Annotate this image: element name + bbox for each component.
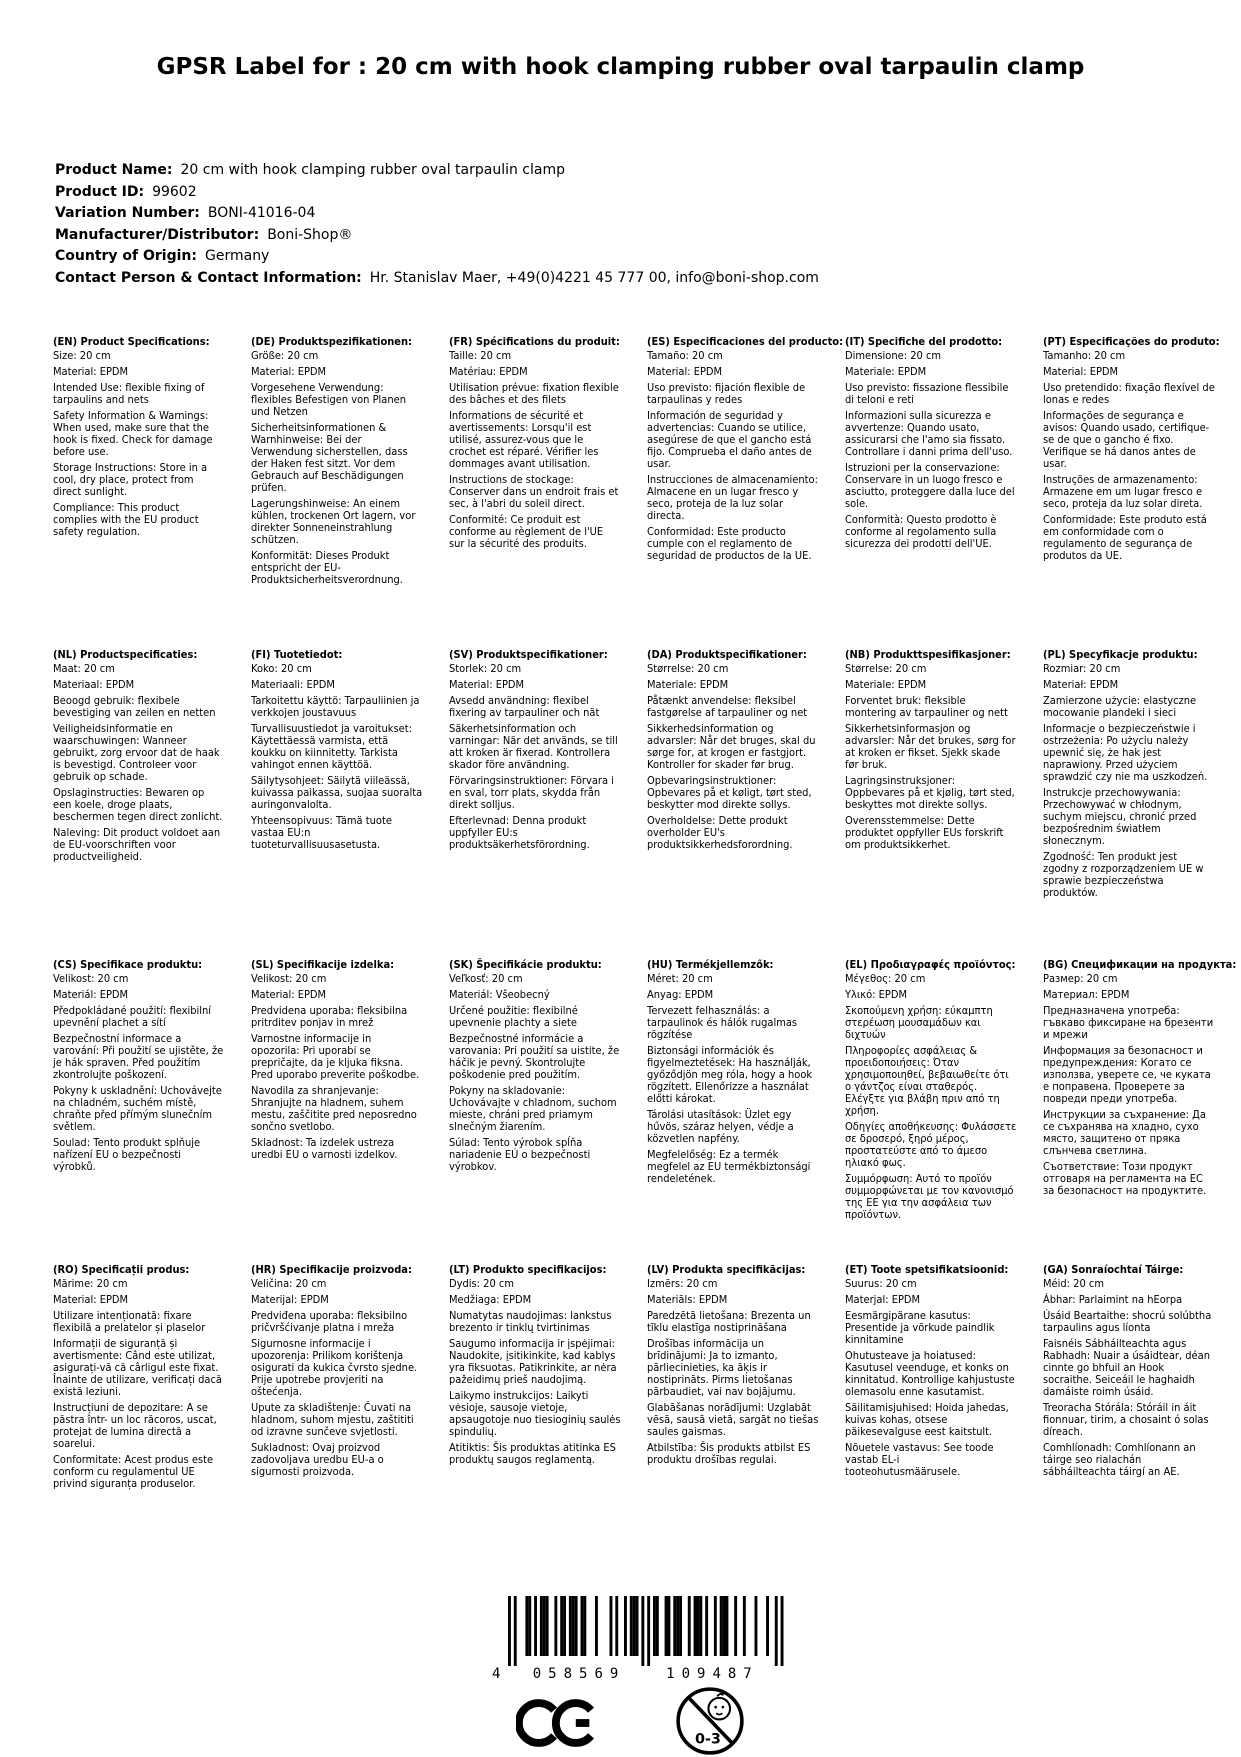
block-paragraph: Påtænkt anvendelse: fleksibel fastgørelse af tarpauliner og net [647, 694, 808, 719]
block-paragraph: Velikost: 20 cm [53, 972, 129, 985]
barcode-bar [656, 1596, 659, 1656]
block-paragraph: Laikymo instrukcijos: Laikyti vėsioje, sausoje vietoje, apsaugotoje nuo tiesioginių saulės spindulių. [449, 1389, 621, 1438]
barcode-bar [653, 1596, 656, 1656]
block-paragraph: Atbilstība: Šis produkts atbilst ES produktu drošības regulai. [647, 1441, 811, 1466]
block-paragraph: Materiāls: EPDM [647, 1293, 728, 1306]
block-paragraph: Instructions de stockage: Conserver dans un endroit frais et sec, à l'abri du soleil direct. [449, 473, 619, 510]
block-heading: (NB) Produkttspesifikasjoner: [845, 648, 1011, 661]
product-info-row [55, 246, 819, 268]
barcode-lead-digit: 4 [492, 1666, 501, 1682]
block-paragraph: Konformität: Dieses Produkt entspricht der EU-Produktsicherheitsverordnung. [251, 549, 403, 586]
product-info-row [55, 203, 819, 225]
block-paragraph: Materjal: EPDM [845, 1293, 921, 1306]
barcode-bar [630, 1596, 633, 1656]
block-paragraph: Mărime: 20 cm [53, 1277, 128, 1290]
barcode-bar [540, 1596, 543, 1656]
block-heading: (DE) Produktspezifikationen: [251, 335, 413, 348]
language-block-pt [1043, 335, 1220, 649]
block-paragraph: Conformitate: Acest produs este conform cu regulamentul UE privind siguranța produselor. [53, 1453, 214, 1490]
language-block-sl [251, 959, 423, 1264]
block-paragraph: Veličina: 20 cm [251, 1277, 327, 1290]
block-paragraph: Eesmärgipärane kasutus: Presentide ja võrkude paindlik kinnitamine [845, 1309, 995, 1346]
block-heading: (PL) Specyfikacje produktu: [1043, 648, 1198, 661]
barcode-right-digits: 109487 [666, 1666, 759, 1682]
block-heading: (HR) Specifikacije proizvoda: [251, 1263, 412, 1276]
barcode-bar [514, 1596, 517, 1666]
block-paragraph: Turvallisuustiedot ja varoitukset: Käytettäessä varmista, että koukku on kiinnitetty. Tarkista vahingot ennen käyttöä. [251, 722, 412, 771]
barcode-bar [572, 1596, 575, 1656]
block-paragraph: Materiál: Všeobecný [449, 988, 550, 1001]
block-paragraph: Dydis: 20 cm [449, 1277, 514, 1290]
barcode-bar [575, 1596, 578, 1656]
block-paragraph: Treoracha Stórála: Stóráil in áit fionnuar, tirim, a chosaint ó solas díreach. [1043, 1401, 1209, 1438]
block-heading: (BG) Спецификации на продукта: [1043, 958, 1237, 971]
block-heading: (RO) Specificații produs: [53, 1263, 190, 1276]
ce-mark-icon [516, 1694, 600, 1752]
block-paragraph: Safety Information & Warnings: When used, make sure that the hook is fixed. Check for damage before use. [53, 409, 213, 458]
block-paragraph: Sukladnost: Ovaj proizvod zadovoljava uredbu EU-a o sigurnosti proizvoda. [251, 1441, 384, 1478]
product-info-row [55, 225, 819, 247]
block-paragraph: Paredzētā lietošana: Brezenta un tīklu elastīga nostiprināšana [647, 1309, 811, 1334]
barcode-left-digits: 058569 [532, 1666, 626, 1682]
block-paragraph: Yhteensopivuus: Tämä tuote vastaa EU:n tuoteturvallisuusasetusta. [251, 814, 392, 851]
field-label: Variation Number: [55, 205, 200, 221]
block-paragraph: Istruzioni per la conservazione: Conservare in un luogo fresco e asciutto, proteggere dalla luce del sole. [845, 461, 1015, 510]
block-paragraph: Ábhar: Parlaimint na hEorpa [1043, 1293, 1183, 1306]
block-paragraph: Инструкции за съхранение: Да се съхранява на хладно, сухо място, защитено от пряка слънчева светлина. [1043, 1108, 1206, 1157]
block-paragraph: Информация за безопасност и предупреждения: Когато се използва, уверете се, че куката е поправена. Проверете за повреди преди употреба. [1043, 1044, 1211, 1105]
field-value: Hr. Stanislav Maer, +49(0)4221 45 777 00, info@boni-shop.com [369, 269, 819, 286]
block-paragraph: Storage Instructions: Store in a cool, dry place, protect from direct sunlight. [53, 461, 208, 498]
block-paragraph: Conformità: Questo prodotto è conforme al regolamento sulla sicurezza dei prodotti dell'UE. [845, 513, 997, 550]
block-paragraph: Materiale: EPDM [845, 365, 927, 378]
block-paragraph: Zamierzone użycie: elastyczne mocowanie plandeki i sieci [1043, 694, 1197, 719]
block-paragraph: Súlad: Tento výrobok spĺňa nariadenie EÚ o bezpečnosti výrobkov. [449, 1136, 591, 1173]
block-paragraph: Suurus: 20 cm [845, 1277, 917, 1290]
barcode-bar [720, 1596, 723, 1656]
block-paragraph: Uso previsto: fissazione flessibile di teloni e reti [845, 381, 1009, 406]
block-heading: (SK) Špecifikácie produktu: [449, 958, 602, 971]
barcode-bar [525, 1596, 528, 1656]
language-block-et [845, 1264, 1017, 1494]
block-heading: (LT) Produkto specifikacijos: [449, 1263, 607, 1276]
block-paragraph: Rozmiar: 20 cm [1043, 662, 1121, 675]
language-block-de [251, 336, 423, 649]
field-value: Boni-Shop® [267, 226, 353, 243]
baby-hair-curl [717, 1694, 723, 1696]
block-paragraph: Úsáid Beartaithe: shocrú solúbtha tarpaulins agus líonta [1043, 1309, 1212, 1334]
block-paragraph: Informações de segurança e avisos: Quando usado, certifique-se de que o gancho é fixo. Verifique se há danos antes de usar. [1043, 409, 1210, 470]
barcode-bar [583, 1596, 586, 1656]
block-paragraph: Velikost: 20 cm [251, 972, 327, 985]
block-heading: (ES) Especificaciones del producto: [647, 335, 844, 348]
language-block-lv [647, 1264, 819, 1494]
language-block-ro [53, 1264, 225, 1494]
block-paragraph: Megfelelőség: Ez a termék megfelel az EU termékbiztonsági rendeletének. [647, 1148, 811, 1185]
barcode-bar [581, 1596, 584, 1656]
block-paragraph: Medžiaga: EPDM [449, 1293, 532, 1306]
block-heading: (ET) Toote spetsifikatsioonid: [845, 1263, 1009, 1276]
block-paragraph: Beoogd gebruik: flexibele bevestiging van zeilen en netten [53, 694, 216, 719]
block-paragraph: Overholdelse: Dette produkt overholder EU's produktsikkerhedsforordning. [647, 814, 793, 851]
block-paragraph: Información de seguridad y advertencias: Cuando se utilice, asegúrese de que el gancho está fijo. Comprueba el daño antes de usar. [647, 409, 812, 470]
block-heading: (IT) Specifiche del prodotto: [845, 335, 1003, 348]
block-paragraph: Sicherheitsinformationen & Warnhinweise: Bei der Verwendung sicherstellen, dass der Haken fest sitzt. Vor dem Gebrauch auf Beschädigungen prüfen. [251, 421, 408, 494]
block-paragraph: Naleving: Dit product voldoet aan de EU-voorschriften voor productveiligheid. [53, 826, 221, 863]
block-paragraph: Съответствие: Този продукт отговаря на регламента на ЕС за безопасност на продуктите. [1043, 1160, 1207, 1197]
barcode-bar [546, 1596, 549, 1656]
block-paragraph: Maat: 20 cm [53, 662, 115, 675]
block-paragraph: Navodila za shranjevanje: Shranjujte na hladnem, suhem mestu, zaščitite pred neposredno sončno svetlobo. [251, 1084, 417, 1133]
block-paragraph: Glabāšanas norādījumi: Uzglabāt vēsā, sausā vietā, sargāt no tiešas saules gaismas. [647, 1401, 819, 1438]
block-heading: (FR) Spécifications du produit: [449, 335, 620, 348]
block-paragraph: Faisnéis Sábháilteachta agus Rabhadh: Nuair a úsáidtear, déan cinnte go bhfuil an Hook socraithe. Seiceáil le haghaidh damáiste roimh úsáid. [1043, 1337, 1210, 1398]
block-paragraph: Atitiktis: Šis produktas atitinka ES produktų saugos reglamentą. [449, 1441, 616, 1466]
block-paragraph: Informations de sécurité et avertissements: Lorsqu'il est utilisé, assurez-vous que le crochet est réparé. Vérifier les dommages avant utilisation. [449, 409, 599, 470]
block-paragraph: Forventet bruk: fleksible montering av tarpauliner og nett [845, 694, 1008, 719]
block-paragraph: Taille: 20 cm [449, 349, 512, 362]
block-paragraph: Comhlíonadh: Comhlíonann an táirge seo rialachán sábháilteachta táirgí an AE. [1043, 1441, 1196, 1478]
page-title: GPSR Label for : 20 cm with hook clamping rubber oval tarpaulin clamp [156, 54, 1085, 80]
block-paragraph: Lagringsinstruksjoner: Oppbevares på et kjølig, tørt sted, beskyttes mot direkte sollys. [845, 774, 1015, 811]
block-paragraph: Efterlevnad: Denna produkt uppfyller EU:s produktsäkerhetsförordning. [449, 814, 590, 851]
block-paragraph: Instruções de armazenamento: Armazene em um lugar fresco e seco, proteja da luz solar direta. [1043, 473, 1203, 510]
field-value: BONI-41016-04 [207, 205, 316, 221]
barcode-bar [775, 1596, 778, 1666]
barcode-bar [665, 1596, 668, 1656]
barcode-bar [743, 1596, 746, 1656]
barcode-bar [508, 1596, 511, 1666]
field-value: 99602 [152, 183, 197, 200]
language-block-fi [251, 649, 423, 959]
block-paragraph: Υλικό: EPDM [845, 988, 908, 1001]
block-paragraph: Uso previsto: fijación flexible de tarpaulinas y redes [647, 381, 806, 406]
language-block-lt [449, 1264, 621, 1494]
barcode-bar [723, 1596, 726, 1656]
block-paragraph: Material: EPDM [449, 678, 525, 691]
barcode-bar [633, 1596, 636, 1656]
block-paragraph: Conformidad: Este producto cumple con el reglamento de seguridad de productos de la UE. [647, 525, 812, 562]
age-warning-label: 0-3 [694, 1731, 721, 1748]
language-block-el [845, 959, 1017, 1264]
barcode-bar [726, 1596, 729, 1656]
block-paragraph: Pokyny na skladovanie: Uchovávajte v chladnom, suchom mieste, chráni pred priamym slnečným žiarením. [449, 1084, 617, 1133]
barcode-bar [694, 1596, 697, 1656]
barcode-bar [676, 1596, 679, 1656]
age-warning-0-3-icon [674, 1685, 746, 1757]
barcode-bar [668, 1596, 671, 1656]
barcode-bar [766, 1596, 769, 1656]
block-paragraph: Materiaal: EPDM [53, 678, 135, 691]
block-paragraph: Informazioni sulla sicurezza e avvertenze: Quando usato, assicurarsi che l'amo sia fissato. Controllare i danni prima dell'uso. [845, 409, 1013, 458]
block-paragraph: Säilytysohjeet: Säilytä viileässä, kuivassa paikassa, suojaa suoralta auringonvalolta. [251, 774, 423, 811]
field-label: Product ID: [55, 183, 145, 200]
block-paragraph: Numatytas naudojimas: lankstus brezento ir tinklų tvirtinimas [449, 1309, 612, 1334]
barcode-bar [610, 1596, 613, 1656]
product-info-row [55, 182, 819, 204]
block-paragraph: Utilizare intenționată: fixare flexibilă a prelatelor și plaselor [53, 1309, 206, 1334]
barcode-bar [679, 1596, 682, 1656]
language-block-en [53, 336, 225, 649]
block-paragraph: Opslaginstructies: Bewaren op een koele, droge plaats, beschermen tegen direct zonlicht. [53, 786, 223, 823]
block-paragraph: Varnostne informacije in opozorila: Pri uporabi se prepričajte, da je kljuka fiksna. Pred uporabo preverite poškodbe. [251, 1032, 420, 1081]
block-paragraph: Förvaringsinstruktioner: Förvara i en sval, torr plats, skydda från direkt solljus. [449, 774, 614, 811]
block-paragraph: Bezpečnostné informácie a varovania: Pri použití sa uistite, že háčik je pevný. Skontrolujte poškodenie pred použitím. [449, 1032, 620, 1081]
language-block-bg [1043, 958, 1237, 1264]
block-paragraph: Předpokládané použití: flexibilní upevnění plachet a sítí [53, 1004, 212, 1029]
block-paragraph: Saugumo informacija ir įspėjimai: Naudokite, įsitikinkite, kad kablys yra fiksuotas. Patikrinkite, ar nėra pažeidimų prieš naudojimą. [449, 1337, 617, 1386]
block-paragraph: Intended Use: flexible fixing of tarpaulins and nets [53, 381, 205, 406]
baby-face [708, 1698, 730, 1720]
block-paragraph: Säilitamisjuhised: Hoida jahedas, kuivas kohas, otsese päikesevalguse eest kaitstult. [845, 1401, 1009, 1438]
block-paragraph: Zgodność: Ten produkt jest zgodny z rozporządzeniem UE w sprawie bezpieczeństwa produktów. [1043, 850, 1204, 899]
barcode-bar [636, 1596, 639, 1656]
block-paragraph: Drošības informācija un brīdinājumi: Ja to izmanto, pārliecinieties, ka āķis ir nostiprināts. Pirms lietošanas pārbaudiet, vai nav bojājumu. [647, 1337, 796, 1398]
block-paragraph: Πληροφορίες ασφάλειας & προειδοποιήσεις: Όταν χρησιμοποιηθεί, βεβαιωθείτε ότι ο γάντζος είναι σταθερός. Ελέγξτε για βλάβη πριν από τη χρήση. [845, 1044, 1009, 1117]
block-paragraph: Material: EPDM [251, 365, 327, 378]
block-paragraph: Avsedd användning: flexibel fixering av tarpauliner och nät [449, 694, 600, 719]
block-paragraph: Materiál: EPDM [53, 988, 129, 1001]
block-paragraph: Sikkerhetsinformasjon og advarsler: Når det brukes, sørg for at kroken er fikset. Sjekk skade før bruk. [845, 722, 1016, 771]
barcode [492, 1596, 792, 1684]
block-paragraph: Οδηγίες αποθήκευσης: Φυλάσσετε σε δροσερό, ξηρό μέρος, προστατεύστε από το άμεσο ηλιακό φως. [845, 1120, 1017, 1169]
block-paragraph: Skladnost: Ta izdelek ustreza uredbi EU o varnosti izdelkov. [251, 1136, 398, 1161]
barcode-bar [705, 1596, 708, 1656]
block-paragraph: Tamanho: 20 cm [1043, 349, 1126, 362]
block-paragraph: Anyag: EPDM [647, 988, 714, 1001]
barcode-bar [624, 1596, 627, 1656]
language-block-sv [449, 649, 621, 959]
language-block-hu [647, 959, 819, 1264]
block-paragraph: Predviđena uporaba: fleksibilno pričvršćivanje platna i mreža [251, 1309, 408, 1334]
language-specs-grid [53, 335, 1237, 1494]
block-paragraph: Material: EPDM [251, 988, 327, 1001]
barcode-bar [569, 1596, 572, 1656]
block-heading: (LV) Produkta specifikācijas: [647, 1263, 806, 1276]
block-paragraph: Предназначена употреба: гъвкаво фиксиране на брезенти и мрежи [1043, 1004, 1214, 1041]
block-paragraph: Material: EPDM [1043, 365, 1119, 378]
block-paragraph: Veľkosť: 20 cm [449, 972, 523, 985]
barcode-bar [641, 1596, 644, 1666]
block-paragraph: Veiligheidsinformatie en waarschuwingen: Wanneer gebruikt, zorg ervoor dat de haak is bevestigd. Controleer voor gebruik op schade. [53, 722, 220, 783]
block-heading: (SL) Specifikacije izdelka: [251, 958, 395, 971]
block-heading: (DA) Produktspecifikationer: [647, 648, 807, 661]
block-paragraph: Σκοπούμενη χρήση: εύκαμπτη στερέωση μουσαμάδων και διχτυών [845, 1004, 993, 1041]
block-paragraph: Μέγεθος: 20 cm [845, 972, 926, 985]
block-paragraph: Size: 20 cm [53, 349, 111, 362]
barcode-bar [543, 1596, 546, 1656]
block-paragraph: Matériau: EPDM [449, 365, 528, 378]
block-paragraph: Conformité: Ce produit est conforme au règlement de l'UE sur la sécurité des produits. [449, 513, 604, 550]
block-paragraph: Instrucciones de almacenamiento: Almacene en un lugar fresco y seco, proteja de la luz solar directa. [647, 473, 818, 522]
field-label: Product Name: [55, 162, 173, 178]
barcode-bar [734, 1596, 737, 1656]
barcode-bar [673, 1596, 676, 1656]
block-heading: (CS) Specifikace produktu: [53, 958, 203, 971]
block-paragraph: Informații de siguranță și avertismente: Când este utilizat, asigurați-vă că cârligul este fixat. Înainte de utilizare, verificați dacă există leziuni. [53, 1337, 223, 1398]
block-paragraph: Tarkoitettu käyttö: Tarpauliinien ja verkkojen joustavuus [251, 694, 420, 719]
block-paragraph: Sigurnosne informacije i upozorenja: Prilikom korištenja osigurati da kukica čvrsto sjedne. Prije upotrebe provjeriti na oštećenja. [251, 1337, 418, 1398]
barcode-bar [534, 1596, 537, 1656]
block-heading: (FI) Tuotetiedot: [251, 648, 343, 661]
block-paragraph: Compliance: This product complies with the EU product safety regulation. [53, 501, 199, 538]
block-heading: (HU) Termékjellemzők: [647, 958, 774, 971]
block-paragraph: Informacje o bezpieczeństwie i ostrzeżenia: Po użyciu należy upewnić się, że hak jest naprawiony. Przed użyciem sprawdzić czy nie ma uszkodzeń. [1043, 722, 1208, 783]
block-paragraph: Koko: 20 cm [251, 662, 312, 675]
barcode-bar [560, 1596, 563, 1656]
block-paragraph: Conformidade: Este produto está em conformidade com o regulamento de segurança de produtos da UE. [1043, 513, 1207, 562]
block-paragraph: Pokyny k uskladnění: Uchovávejte na chladném, suchém místě, chraňte před přímým slunečním světlem. [53, 1084, 222, 1133]
block-paragraph: Größe: 20 cm [251, 349, 319, 362]
block-paragraph: Opbevaringsinstruktioner: Opbevares på et køligt, tørt sted, beskytter mod direkte sollys. [647, 774, 812, 811]
field-label: Country of Origin: [55, 248, 197, 264]
language-block-nb [845, 649, 1017, 959]
barcode-bar [714, 1596, 717, 1656]
barcode-bar [755, 1596, 758, 1656]
block-paragraph: Bezpečnostní informace a varování: Při použití se ujistěte, že je hák spraven. Před použitím zkontrolujte poškození. [53, 1032, 224, 1081]
block-paragraph: Utilisation prévue: fixation flexible des bâches et des filets [449, 381, 619, 406]
block-paragraph: Dimensione: 20 cm [845, 349, 942, 362]
block-paragraph: Méid: 20 cm [1043, 1277, 1104, 1290]
block-paragraph: Tamaño: 20 cm [647, 349, 723, 362]
block-paragraph: Размер: 20 cm [1043, 972, 1118, 985]
block-paragraph: Storlek: 20 cm [449, 662, 522, 675]
barcode-bar [781, 1596, 784, 1666]
block-paragraph: Størrelse: 20 cm [845, 662, 927, 675]
block-paragraph: Lagerungshinweise: An einem kühlen, trockenen Ort lagern, vor direkter Sonneneinstrahlung schützen. [251, 497, 416, 546]
block-paragraph: Størrelse: 20 cm [647, 662, 729, 675]
block-paragraph: Predvidena uporaba: fleksibilna pritrditev ponjav in mrež [251, 1004, 408, 1029]
barcode-bar [699, 1596, 702, 1656]
block-paragraph: Material: EPDM [647, 365, 723, 378]
block-heading: (SV) Produktspecifikationer: [449, 648, 608, 661]
block-paragraph: Materiale: EPDM [845, 678, 927, 691]
block-heading: (EL) Προδιαγραφές προϊόντος: [845, 958, 1016, 971]
block-paragraph: Tárolási utasítások: Üzlet egy hűvös, száraz helyen, védje a közvetlen napfény. [647, 1108, 794, 1145]
block-paragraph: Sikkerhedsinformation og advarsler: Når det bruges, skal du sørge for, at krogen er fastgjort. Kontroller for skader før brug. [647, 722, 816, 771]
barcode-bar [697, 1596, 700, 1656]
language-block-ga [1043, 1264, 1215, 1494]
block-paragraph: Tervezett felhasználás: a tarpaulinok és hálók rugalmas rögzítése [647, 1004, 798, 1041]
barcode-bar [595, 1596, 598, 1656]
block-paragraph: Overensstemmelse: Dette produktet oppfyller EUs forskrift om produktsikkerhet. [845, 814, 1004, 851]
block-paragraph: Materiale: EPDM [647, 678, 729, 691]
block-paragraph: Material: EPDM [53, 365, 129, 378]
product-info-row [55, 268, 819, 290]
barcode-bar [563, 1596, 566, 1656]
language-block-it [845, 336, 1017, 649]
block-heading: (GA) Sonraíochtaí Táirge: [1043, 1263, 1184, 1276]
block-paragraph: Materiał: EPDM [1043, 678, 1119, 691]
block-paragraph: Nõuetele vastavus: See toode vastab EL-i tooteohutusmäärusele. [845, 1441, 994, 1478]
language-block-cs [53, 959, 225, 1264]
block-paragraph: Určené použitie: flexibilné upevnenie plachty a siete [449, 1004, 578, 1029]
barcode-bar [647, 1596, 650, 1666]
field-value: Germany [205, 248, 270, 264]
barcode-bar [615, 1596, 618, 1656]
block-paragraph: Συμμόρφωση: Αυτό το προϊόν συμμορφώνεται με τον κανονισμό της ΕΕ για την ασφάλεια των προϊόντων. [845, 1172, 1014, 1221]
block-paragraph: Ohutusteave ja hoiatused: Kasutusel veenduge, et konks on kinnitatud. Kontrollige kahjustuste olemasolu enne kasutamist. [845, 1349, 1015, 1398]
field-value: 20 cm with hook clamping rubber oval tarpaulin clamp [180, 162, 565, 178]
block-heading: (NL) Productspecificaties: [53, 648, 198, 661]
language-block-da [647, 649, 819, 959]
barcode-bar [688, 1596, 691, 1656]
block-heading: (PT) Especificações do produto: [1043, 335, 1220, 348]
block-paragraph: Instrukcje przechowywania: Przechowywać w chłodnym, suchym miejscu, chronić przed bezpośrednim światłem słonecznym. [1043, 786, 1197, 847]
block-paragraph: Méret: 20 cm [647, 972, 713, 985]
language-block-hr [251, 1264, 423, 1494]
block-paragraph: Material: EPDM [53, 1293, 129, 1306]
barcode-bar [528, 1596, 531, 1656]
block-paragraph: Izmērs: 20 cm [647, 1277, 718, 1290]
field-label: Manufacturer/Distributor: [55, 226, 260, 243]
language-block-sk [449, 959, 621, 1264]
block-paragraph: Материал: EPDM [1043, 988, 1130, 1001]
language-block-es [647, 335, 844, 649]
block-paragraph: Soulad: Tento produkt splňuje nařízení EU o bezpečnosti výrobků. [53, 1136, 201, 1173]
block-paragraph: Materiaali: EPDM [251, 678, 335, 691]
block-paragraph: Uso pretendido: fixação flexível de lonas e redes [1043, 381, 1215, 406]
product-info-section [55, 160, 819, 289]
product-info-row [55, 160, 819, 182]
language-block-nl [53, 649, 225, 959]
block-paragraph: Materijal: EPDM [251, 1293, 329, 1306]
block-paragraph: Vorgesehene Verwendung: flexibles Befestigen von Planen und Netzen [251, 381, 407, 418]
block-paragraph: Säkerhetsinformation och varningar: När det används, se till att kroken är fixerad. Kontrollera skador före användning. [449, 722, 618, 771]
barcode-bars [492, 1596, 792, 1684]
block-heading: (EN) Product Specifications: [53, 335, 210, 348]
language-block-pl [1043, 649, 1215, 959]
block-paragraph: Instrucțiuni de depozitare: A se păstra într- un loc răcoros, uscat, protejat de lumina directă a soarelui. [53, 1401, 217, 1450]
block-paragraph: Biztonsági információk és figyelmeztetések: Ha használják, győződjön meg róla, hogy a hook rögzített. Ellenőrizze a használat előtti károkat. [647, 1044, 813, 1105]
barcode-bar [554, 1596, 557, 1656]
language-block-fr [449, 336, 621, 649]
block-paragraph: Upute za skladištenje: Čuvati na hladnom, suhom mjestu, zaštititi od izravne sunčeve svjetlosti. [251, 1401, 414, 1438]
field-label: Contact Person & Contact Information: [55, 269, 362, 286]
